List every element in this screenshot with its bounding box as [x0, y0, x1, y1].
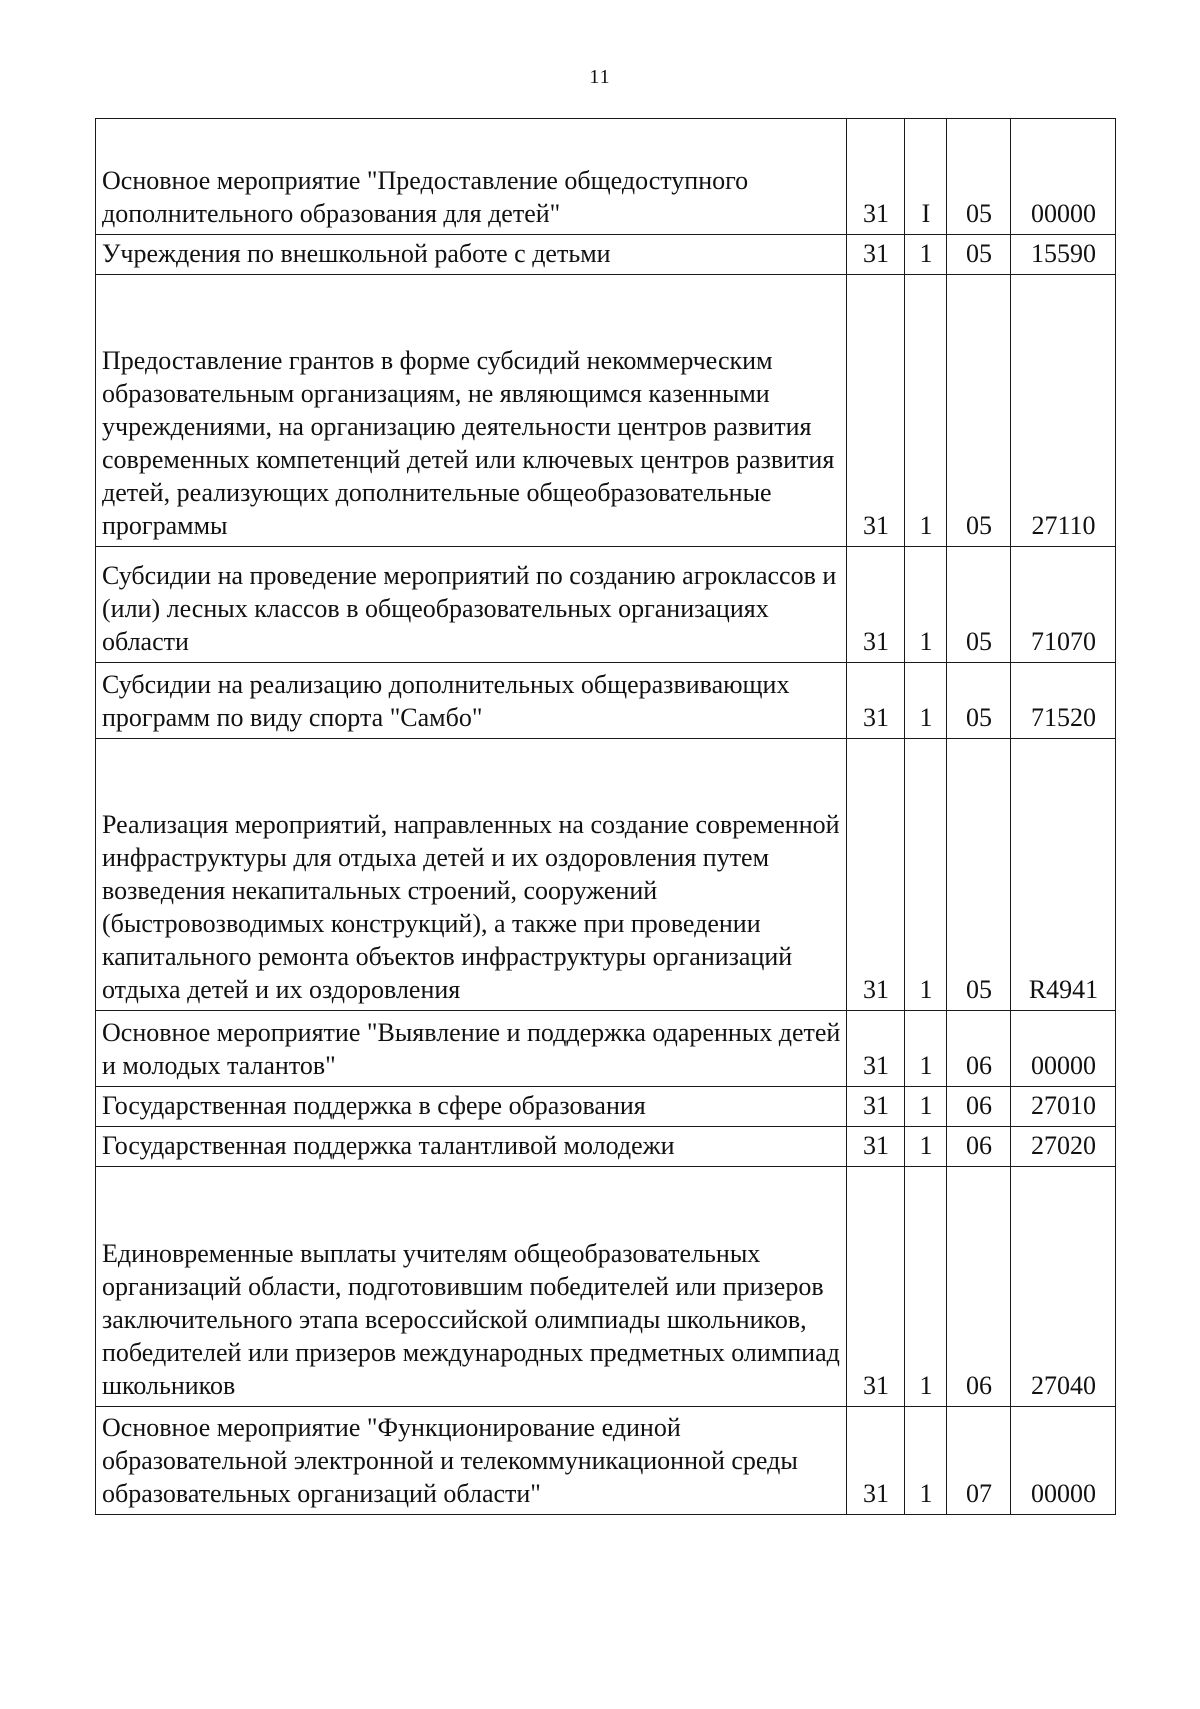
row-description: Государственная поддержка в сфере образования: [96, 1087, 847, 1127]
activity-code: 06: [947, 1087, 1011, 1127]
direction-code: 27020: [1011, 1127, 1116, 1167]
subprogram-code: 1: [905, 275, 947, 547]
table-row: [96, 739, 1116, 1011]
table-row: [96, 275, 1116, 547]
direction-code: 27010: [1011, 1087, 1116, 1127]
row-description: Субсидии на проведение мероприятий по созданию агроклассов и (или) лесных классов в общеобразовательных организациях области: [96, 547, 847, 663]
row-description: Основное мероприятие "Функционирование единой образовательной электронной и телекоммуникационной среды образовательных организаций области": [96, 1407, 847, 1515]
activity-code: 05: [947, 119, 1011, 235]
program-code: 31: [847, 1407, 905, 1515]
table-row: [96, 1407, 1116, 1515]
activity-code: 05: [947, 739, 1011, 1011]
row-description: Основное мероприятие "Предоставление общедоступного дополнительного образования для детей": [96, 119, 847, 235]
table-row: [96, 1087, 1116, 1127]
program-code: 31: [847, 739, 905, 1011]
program-code: 31: [847, 1087, 905, 1127]
subprogram-code: 1: [905, 1167, 947, 1407]
row-description: Учреждения по внешкольной работе с детьми: [96, 235, 847, 275]
row-description: Основное мероприятие "Выявление и поддержка одаренных детей и молодых талантов": [96, 1011, 847, 1087]
direction-code: 00000: [1011, 1407, 1116, 1515]
activity-code: 06: [947, 1127, 1011, 1167]
activity-code: 06: [947, 1011, 1011, 1087]
table-row: [96, 1167, 1116, 1407]
table-row: [96, 547, 1116, 663]
row-description: Субсидии на реализацию дополнительных общеразвивающих программ по виду спорта "Самбо": [96, 663, 847, 739]
subprogram-code: 1: [905, 1407, 947, 1515]
subprogram-code: 1: [905, 235, 947, 275]
row-description: Единовременные выплаты учителям общеобразовательных организаций области, подготовившим победителей или призеров заключительного этапа всероссийской олимпиады школьников, победителей или призеров международных предметных олимпиад школьников: [96, 1167, 847, 1407]
subprogram-code: 1: [905, 663, 947, 739]
program-code: 31: [847, 119, 905, 235]
direction-code: 15590: [1011, 235, 1116, 275]
row-description: Реализация мероприятий, направленных на создание современной инфраструктуры для отдыха детей и их оздоровления путем возведения некапитальных строений, сооружений (быстровозводимых конструкций), а также при проведении капитального ремонта объектов инфраструктуры организаций отдыха детей и их оздоровления: [96, 739, 847, 1011]
program-code: 31: [847, 275, 905, 547]
direction-code: 27040: [1011, 1167, 1116, 1407]
direction-code: 00000: [1011, 119, 1116, 235]
activity-code: 05: [947, 275, 1011, 547]
subprogram-code: I: [905, 119, 947, 235]
row-description: Предоставление грантов в форме субсидий некоммерческим образовательным организациям, не являющимся казенными учреждениями, на организацию деятельности центров развития современных компетенций детей или ключевых центров развития детей, реализующих дополнительные общеобразовательные программы: [96, 275, 847, 547]
direction-code: 27110: [1011, 275, 1116, 547]
program-code: 31: [847, 663, 905, 739]
program-code: 31: [847, 1127, 905, 1167]
subprogram-code: 1: [905, 1127, 947, 1167]
table-row: [96, 663, 1116, 739]
activity-code: 05: [947, 235, 1011, 275]
page-number: 11: [589, 66, 611, 88]
table-row: [96, 119, 1116, 235]
table-row: [96, 1011, 1116, 1087]
row-description: Государственная поддержка талантливой молодежи: [96, 1127, 847, 1167]
program-code: 31: [847, 1167, 905, 1407]
table-row: [96, 235, 1116, 275]
subprogram-code: 1: [905, 739, 947, 1011]
direction-code: 71070: [1011, 547, 1116, 663]
direction-code: 71520: [1011, 663, 1116, 739]
program-code: 31: [847, 235, 905, 275]
program-code: 31: [847, 1011, 905, 1087]
activity-code: 07: [947, 1407, 1011, 1515]
subprogram-code: 1: [905, 1011, 947, 1087]
table-row: [96, 1127, 1116, 1167]
activity-code: 05: [947, 547, 1011, 663]
subprogram-code: 1: [905, 547, 947, 663]
activity-code: 06: [947, 1167, 1011, 1407]
direction-code: 00000: [1011, 1011, 1116, 1087]
direction-code: R4941: [1011, 739, 1116, 1011]
activity-code: 05: [947, 663, 1011, 739]
program-code: 31: [847, 547, 905, 663]
budget-classification-table: [95, 118, 1116, 1515]
subprogram-code: 1: [905, 1087, 947, 1127]
